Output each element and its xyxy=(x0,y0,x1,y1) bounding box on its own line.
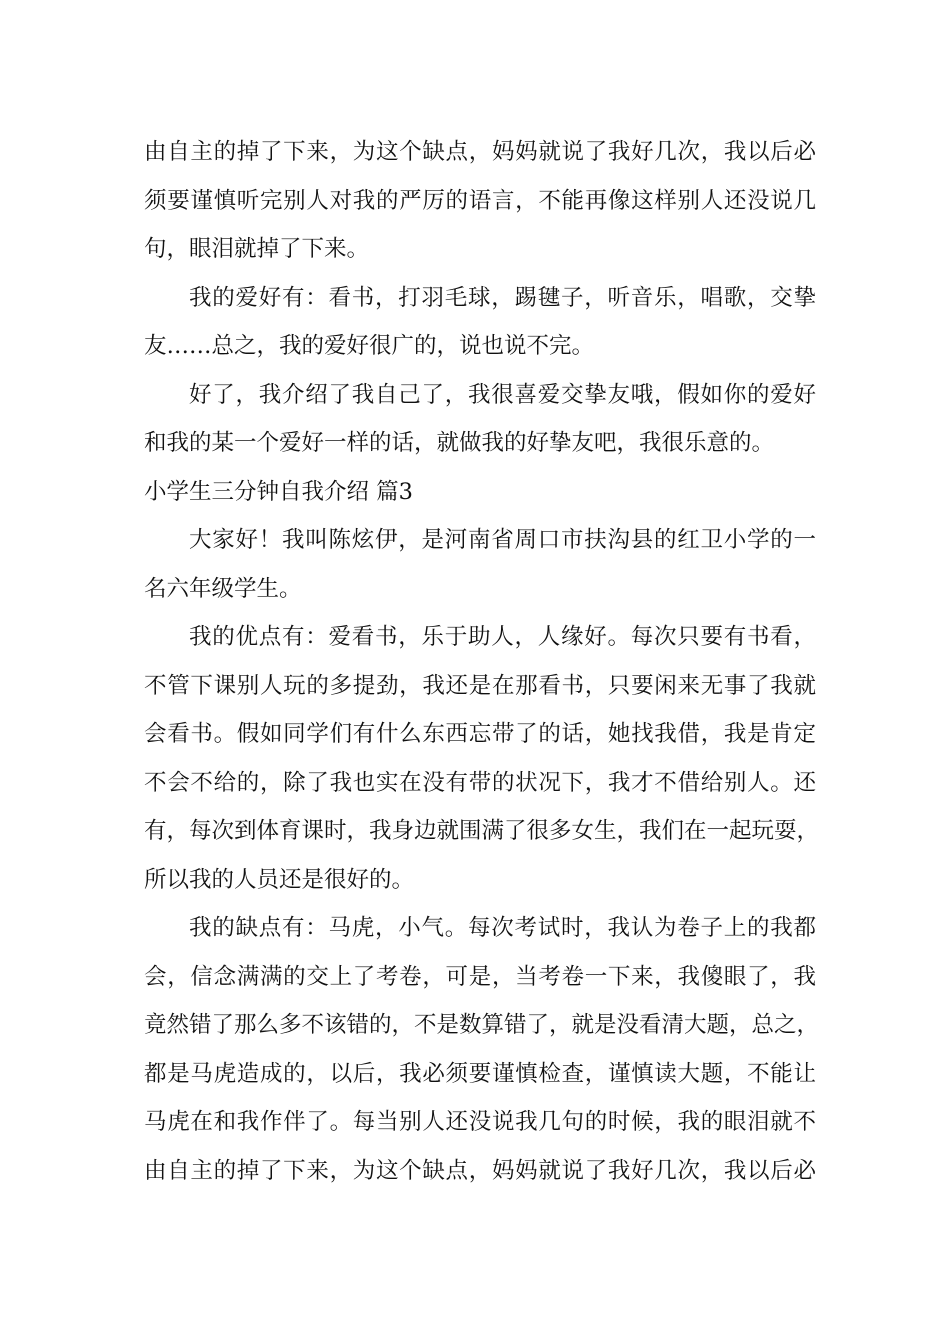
paragraph xyxy=(144,371,816,468)
paragraph-line: 马虎在和我作伴了。每当别人还没说我几句的时候，我的眼泪就不 xyxy=(144,1109,816,1135)
paragraph-line: 好了，我介绍了我自己了，我很喜爱交挚友哦，假如你的爱好 xyxy=(189,381,816,408)
paragraph-line: 我的优点有：爱看书，乐于助人，人缘好。每次只要有书看， xyxy=(189,624,816,650)
paragraph-line: 会看书。假如同学们有什么东西忘带了的话，她找我借，我是肯定 xyxy=(144,721,816,747)
paragraph-line: 有，每次到体育课时，我身边就围满了很多女生，我们在一起玩耍， xyxy=(144,818,820,844)
paragraph xyxy=(144,128,816,274)
paragraph-line: 所以我的人员还是很好的。 xyxy=(144,866,415,893)
section-heading: 小学生三分钟自我介绍 篇3 xyxy=(144,478,413,505)
paragraph-line: 须要谨慎听完别人对我的严厉的语言，不能再像这样别人还没说几 xyxy=(144,187,816,214)
document-body xyxy=(144,128,820,1195)
paragraph-line: 友……总之，我的爱好很广的，说也说不完。 xyxy=(144,333,595,359)
paragraph-line: 名六年级学生。 xyxy=(144,575,302,602)
paragraph-line: 由自主的掉了下来，为这个缺点，妈妈就说了我好几次，我以后必 xyxy=(144,139,816,165)
paragraph xyxy=(144,613,820,904)
paragraph-line: 我的缺点有：马虎，小气。每次考试时，我认为卷子上的我都 xyxy=(189,915,816,941)
paragraph xyxy=(144,516,816,613)
paragraph-line: 由自主的掉了下来，为这个缺点，妈妈就说了我好几次，我以后必 xyxy=(144,1157,816,1184)
paragraph xyxy=(144,904,820,1195)
paragraph-line: 不管下课别人玩的多提劲，我还是在那看书，只要闲来无事了我就 xyxy=(144,672,816,699)
paragraph-line: 竟然错了那么多不该错的，不是数算错了，就是没看清大题，总之， xyxy=(144,1012,820,1038)
paragraph-line: 都是马虎造成的，以后，我必须要谨慎检查，谨慎读大题，不能让 xyxy=(144,1060,816,1087)
paragraph-line: 我的爱好有：看书，打羽毛球，踢毽子，听音乐，唱歌，交挚 xyxy=(189,284,816,311)
paragraph xyxy=(144,274,816,371)
paragraph-line: 会，信念满满的交上了考卷，可是，当考卷一下来，我傻眼了，我 xyxy=(144,963,816,990)
paragraph-line: 句，眼泪就掉了下来。 xyxy=(144,236,370,262)
paragraph-line: 不会不给的，除了我也实在没有带的状况下，我才不借给别人。还 xyxy=(144,769,816,796)
paragraph-line: 大家好！我叫陈炫伊，是河南省周口市扶沟县的红卫小学的一 xyxy=(189,527,816,553)
paragraph-line: 和我的某一个爱好一样的话，就做我的好挚友吧，我很乐意的。 xyxy=(144,430,775,456)
